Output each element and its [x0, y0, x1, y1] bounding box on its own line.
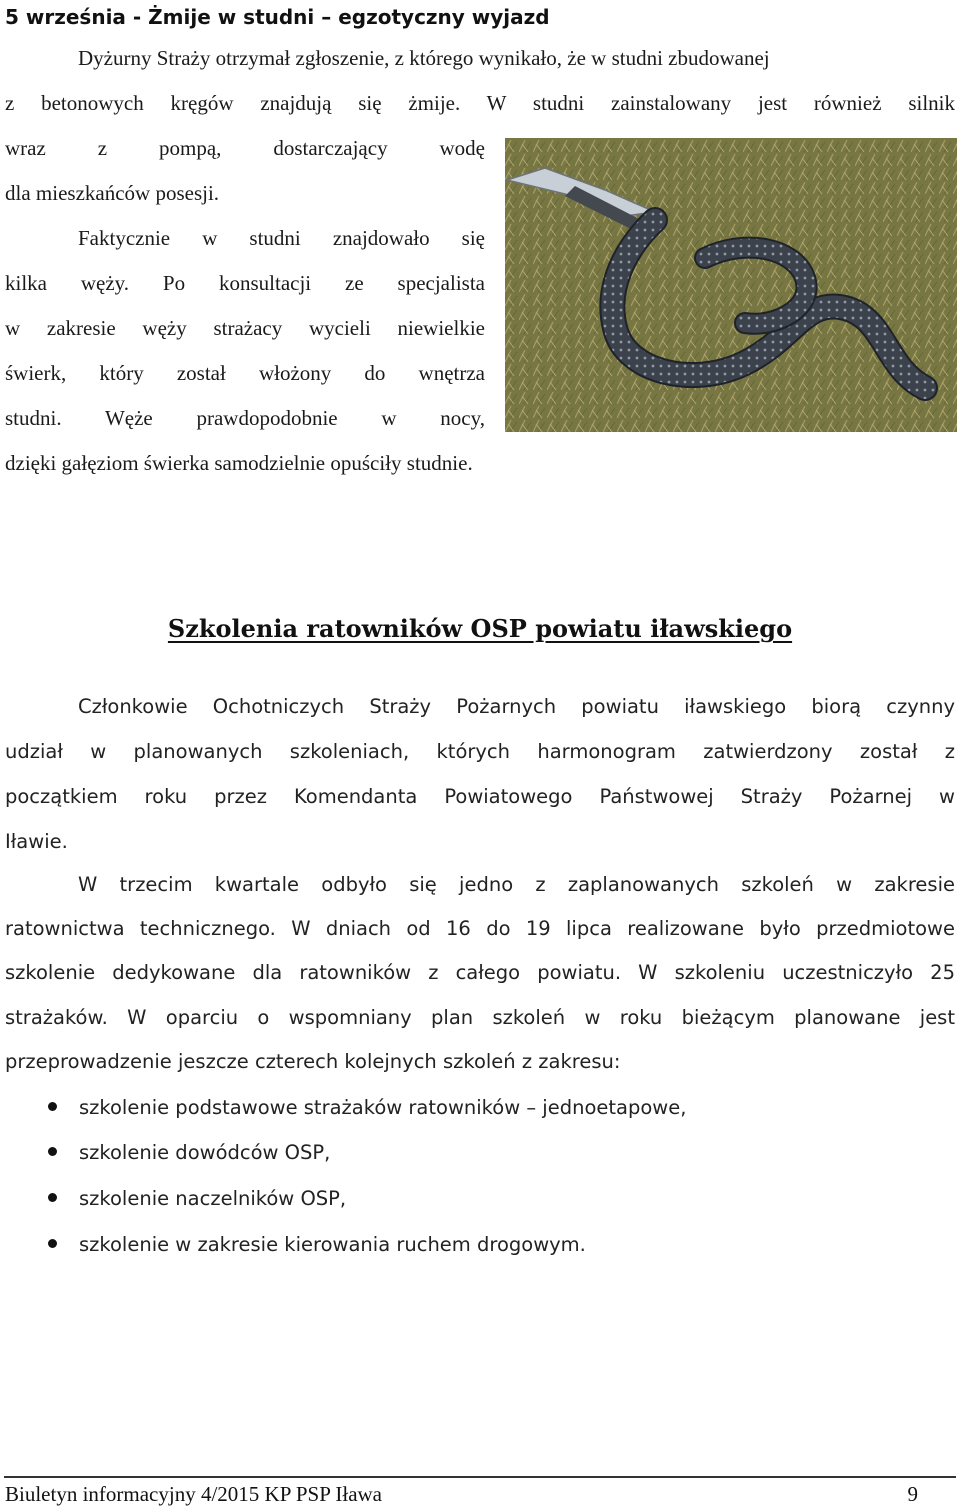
article-title-training	[0, 612, 960, 646]
article2-line-2: udział w planowanych szkoleniach, których harmonogram zatwierdzony został z	[5, 740, 955, 763]
article1-line-6: kilka węży. Po konsultacji ze specjalista	[5, 271, 485, 295]
bullet-icon	[48, 1193, 57, 1202]
bullet-icon	[48, 1147, 57, 1156]
article1-line-5: Faktycznie w studni znajdowało się	[78, 226, 485, 250]
article-title-snakes: 5 września - Żmije w studni – egzotyczny wyjazd	[5, 5, 550, 29]
article2-line-8: strażaków. W oparciu o wspomniany plan szkoleń w roku bieżącym planowane jest	[5, 1006, 955, 1029]
article2-line-4: Iławie.	[5, 830, 68, 853]
article1-line-8: świerk, który został włożony do wnętrza	[5, 361, 485, 385]
article2-line-3: początkiem roku przez Komendanta Powiatowego Państwowej Straży Pożarnej w	[5, 785, 955, 808]
snake-photo	[505, 138, 957, 432]
article2-line-5: W trzecim kwartale odbyło się jedno z zaplanowanych szkoleń w zakresie	[78, 873, 955, 896]
article-title-training-text: Szkolenia ratowników OSP powiatu iławskiego	[167, 614, 793, 643]
list-item	[48, 1230, 586, 1260]
list-item-text: szkolenie podstawowe strażaków ratowników – jednoetapowe,	[79, 1096, 687, 1119]
article1-line-10: dzięki gałęziom świerka samodzielnie opuściły studnie.	[5, 451, 473, 475]
article2-line-1: Członkowie Ochotniczych Straży Pożarnych powiatu iławskiego biorą czynny	[78, 695, 955, 718]
page-number: 9	[907, 1482, 918, 1506]
list-item-text: szkolenie dowódców OSP,	[79, 1141, 331, 1164]
list-item-text: szkolenie w zakresie kierowania ruchem drogowym.	[79, 1233, 586, 1256]
article2-line-7: szkolenie dedykowane dla ratowników z całego powiatu. W szkoleniu uczestniczyło 25	[5, 961, 955, 984]
list-item-text: szkolenie naczelników OSP,	[79, 1187, 347, 1210]
article2-line-9: przeprowadzenie jeszcze czterech kolejnych szkoleń z zakresu:	[5, 1050, 621, 1073]
article1-line-7: w zakresie węży strażacy wycieli niewielkie	[5, 316, 485, 340]
article2-line-6: ratownictwa technicznego. W dniach od 16 do 19 lipca realizowane było przedmiotowe	[5, 917, 955, 940]
bullet-icon	[48, 1239, 57, 1248]
article1-line-2: z betonowych kręgów znajdują się żmije. W studni zainstalowany jest również silnik	[5, 91, 955, 115]
list-item	[48, 1138, 330, 1168]
article1-line-1: Dyżurny Straży otrzymał zgłoszenie, z którego wynikało, że w studni zbudowanej	[78, 46, 770, 70]
list-item	[48, 1184, 346, 1214]
footer-divider	[4, 1476, 956, 1478]
list-item	[48, 1093, 686, 1123]
bullet-icon	[48, 1102, 57, 1111]
article1-line-9: studni. Węże prawdopodobnie w nocy,	[5, 406, 485, 430]
footer-publication: Biuletyn informacyjny 4/2015 KP PSP Iława	[5, 1482, 383, 1506]
article1-line-4: dla mieszkańców posesji.	[5, 181, 220, 205]
article1-line-3: wraz z pompą, dostarczający wodę	[5, 136, 485, 160]
